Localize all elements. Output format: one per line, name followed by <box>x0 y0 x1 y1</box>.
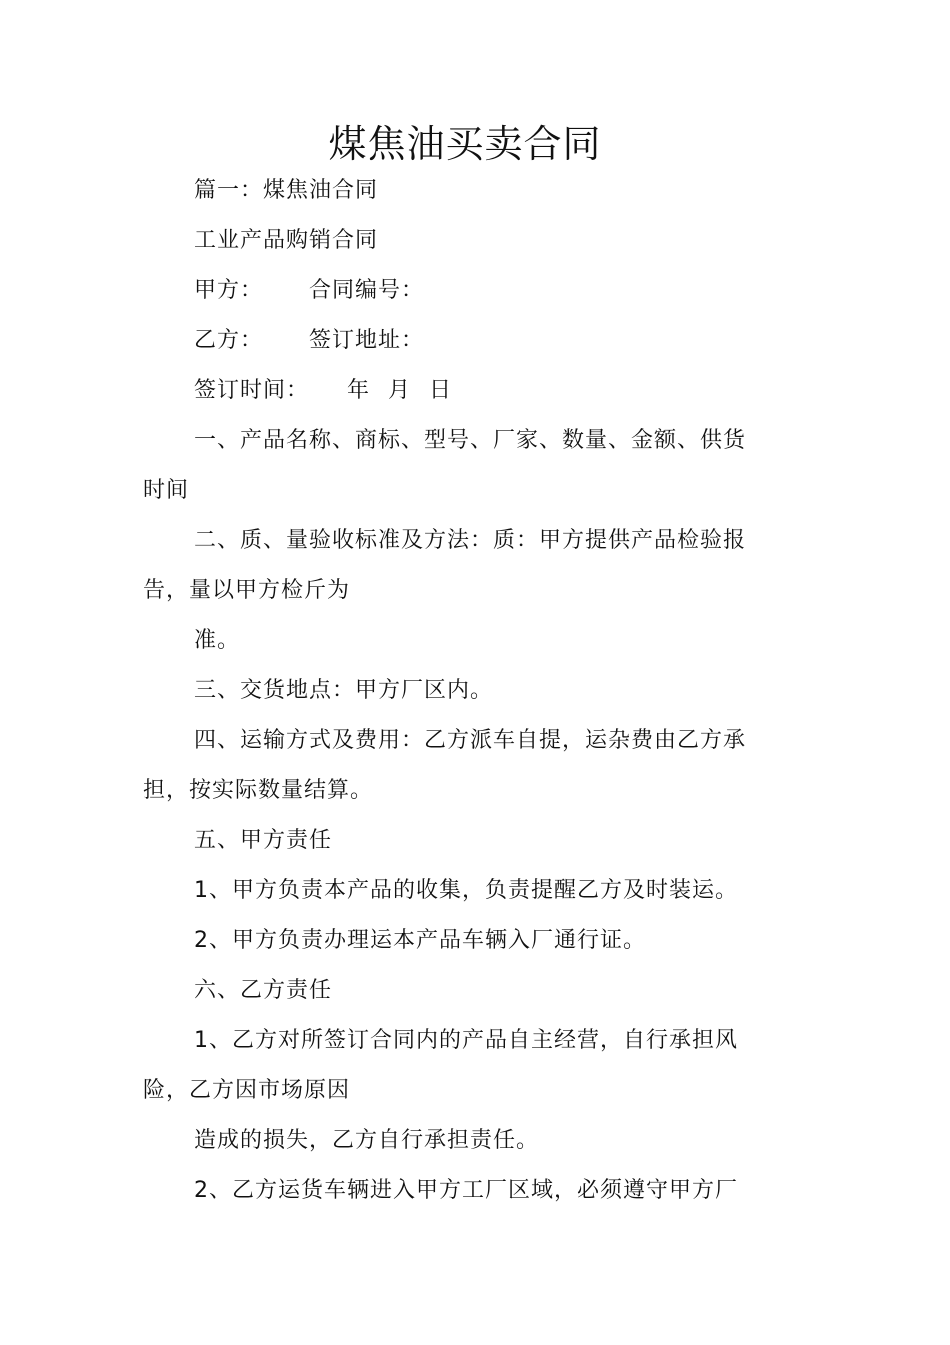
clause-2-line-3: 准。 <box>194 628 241 653</box>
clause-6-item-1-line-3: 造成的损失，乙方自行承担责任。 <box>194 1128 540 1153</box>
sign-time-label: 签订时间： <box>194 378 310 403</box>
clause-6-item-1-line-1: 1、乙方对所签订合同内的产品自主经营，自行承担风 <box>194 1028 738 1053</box>
clause-3: 三、交货地点：甲方厂区内。 <box>194 678 494 703</box>
clause-5-item-2: 2、甲方负责办理运本产品车辆入厂通行证。 <box>194 928 646 953</box>
document-title: 煤焦油买卖合同 <box>328 122 602 166</box>
party-a-label: 甲方： <box>194 278 264 303</box>
month-label: 月 <box>388 378 412 403</box>
clause-6-heading: 六、乙方责任 <box>194 978 333 1003</box>
clause-2-line-2: 告，量以甲方检斤为 <box>143 578 351 603</box>
sign-time-row <box>194 376 452 406</box>
day-label: 日 <box>429 378 453 403</box>
party-b-row <box>194 326 424 356</box>
party-b-label: 乙方： <box>194 328 264 353</box>
clause-6-item-1-line-2: 险，乙方因市场原因 <box>143 1078 351 1103</box>
sign-place-label: 签订地址： <box>309 328 425 353</box>
clause-5-item-1: 1、甲方负责本产品的收集，负责提醒乙方及时装运。 <box>194 878 738 903</box>
clause-2-line-1: 二、质、量验收标准及方法：质：甲方提供产品检验报 <box>194 528 747 553</box>
year-label: 年 <box>347 378 371 403</box>
clause-1-line-1: 一、产品名称、商标、型号、厂家、数量、金额、供货 <box>194 428 747 453</box>
clause-1-line-2: 时间 <box>143 478 190 503</box>
clause-5-heading: 五、甲方责任 <box>194 828 333 853</box>
contract-no-label: 合同编号： <box>309 278 425 303</box>
chapter-heading: 篇一：煤焦油合同 <box>194 178 379 203</box>
contract-type: 工业产品购销合同 <box>194 228 379 253</box>
clause-4-line-1: 四、运输方式及费用：乙方派车自提，运杂费由乙方承 <box>194 728 747 753</box>
party-a-row <box>194 276 424 306</box>
clause-6-item-2-line-1: 2、乙方运货车辆进入甲方工厂区域，必须遵守甲方厂 <box>194 1178 738 1203</box>
clause-4-line-2: 担，按实际数量结算。 <box>143 778 374 803</box>
